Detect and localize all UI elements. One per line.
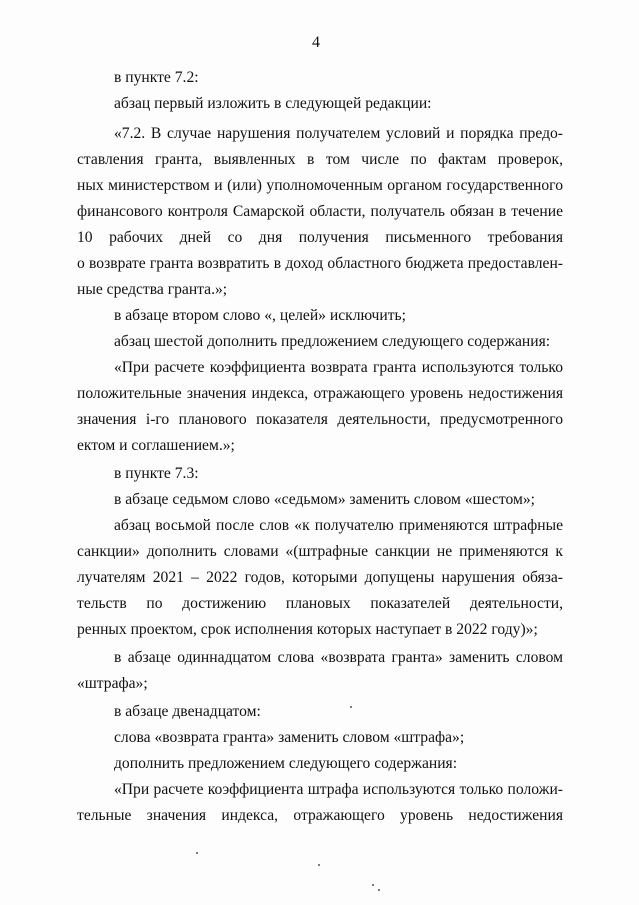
- text-line: «7.2. В случае нарушения получателем условий и порядка предо-: [114, 125, 563, 142]
- text-line: санкции» дополнить словами «(штрафные санкции не применяются к: [77, 543, 563, 560]
- text-line: «При расчете коэффициента штрафа используются только положи-: [114, 781, 563, 798]
- text-line: дополнить предложением следующего содержания:: [114, 755, 458, 772]
- text-line: финансового контроля Самарской области, получатель обязан в течение: [77, 203, 563, 220]
- text-line: о возврате гранта возвратить в доход областного бюджета предоставлен-: [77, 255, 563, 272]
- text-line: тельные значения индекса, отражающего уровень недостижения: [77, 807, 563, 824]
- text-line: в абзаце одиннадцатом слова «возврата гранта» заменить словом: [114, 649, 563, 666]
- text-line: тельств по достижению плановых показателей деятельности,: [77, 595, 563, 612]
- text-line: слова «возврата гранта» заменить словом «штрафа»;: [114, 729, 465, 746]
- text-line: ставления гранта, выявленных в том числе по фактам проверок,: [77, 151, 563, 168]
- text-line: в абзаце двенадцатом:: [114, 703, 261, 720]
- text-line: 10 рабочих дней со дня получения письменного требования: [77, 229, 563, 246]
- text-line: ные средства гранта.»;: [77, 281, 228, 298]
- text-line: положительные значения индекса, отражающего уровень недостижения: [77, 385, 563, 402]
- text-line: в пункте 7.3:: [114, 465, 199, 482]
- scan-speck: [372, 884, 374, 886]
- text-line: абзац первый изложить в следующей редакции:: [114, 95, 432, 112]
- text-line: «штрафа»;: [77, 675, 148, 692]
- text-line: в абзаце седьмом слово «седьмом» заменить словом «шестом»;: [114, 491, 535, 508]
- text-line: абзац шестой дополнить предложением следующего содержания:: [114, 333, 551, 350]
- scan-speck: [350, 706, 352, 708]
- text-line: ных министерством и (или) уполномоченным органом государственного: [77, 177, 563, 194]
- text-line: в пункте 7.2:: [114, 69, 199, 86]
- scan-speck: [378, 889, 380, 891]
- text-line: ренных проектом, срок исполнения которых наступает в 2022 году)»;: [77, 621, 538, 638]
- text-line: ектом и соглашением.»;: [77, 437, 235, 454]
- text-line: «При расчете коэффициента возврата гранта используются только: [114, 359, 563, 376]
- scan-speck: [318, 864, 320, 866]
- text-line: абзац восьмой после слов «к получателю применяются штрафные: [114, 517, 563, 534]
- text-line: значения i-го планового показателя деятельности, предусмотренного: [77, 411, 563, 428]
- page-number: 4: [312, 34, 320, 51]
- text-line: в абзаце втором слово «, целей» исключить;: [114, 307, 406, 324]
- text-line: лучателям 2021 – 2022 годов, которыми допущены нарушения обяза-: [77, 569, 563, 586]
- scan-speck: [196, 852, 198, 854]
